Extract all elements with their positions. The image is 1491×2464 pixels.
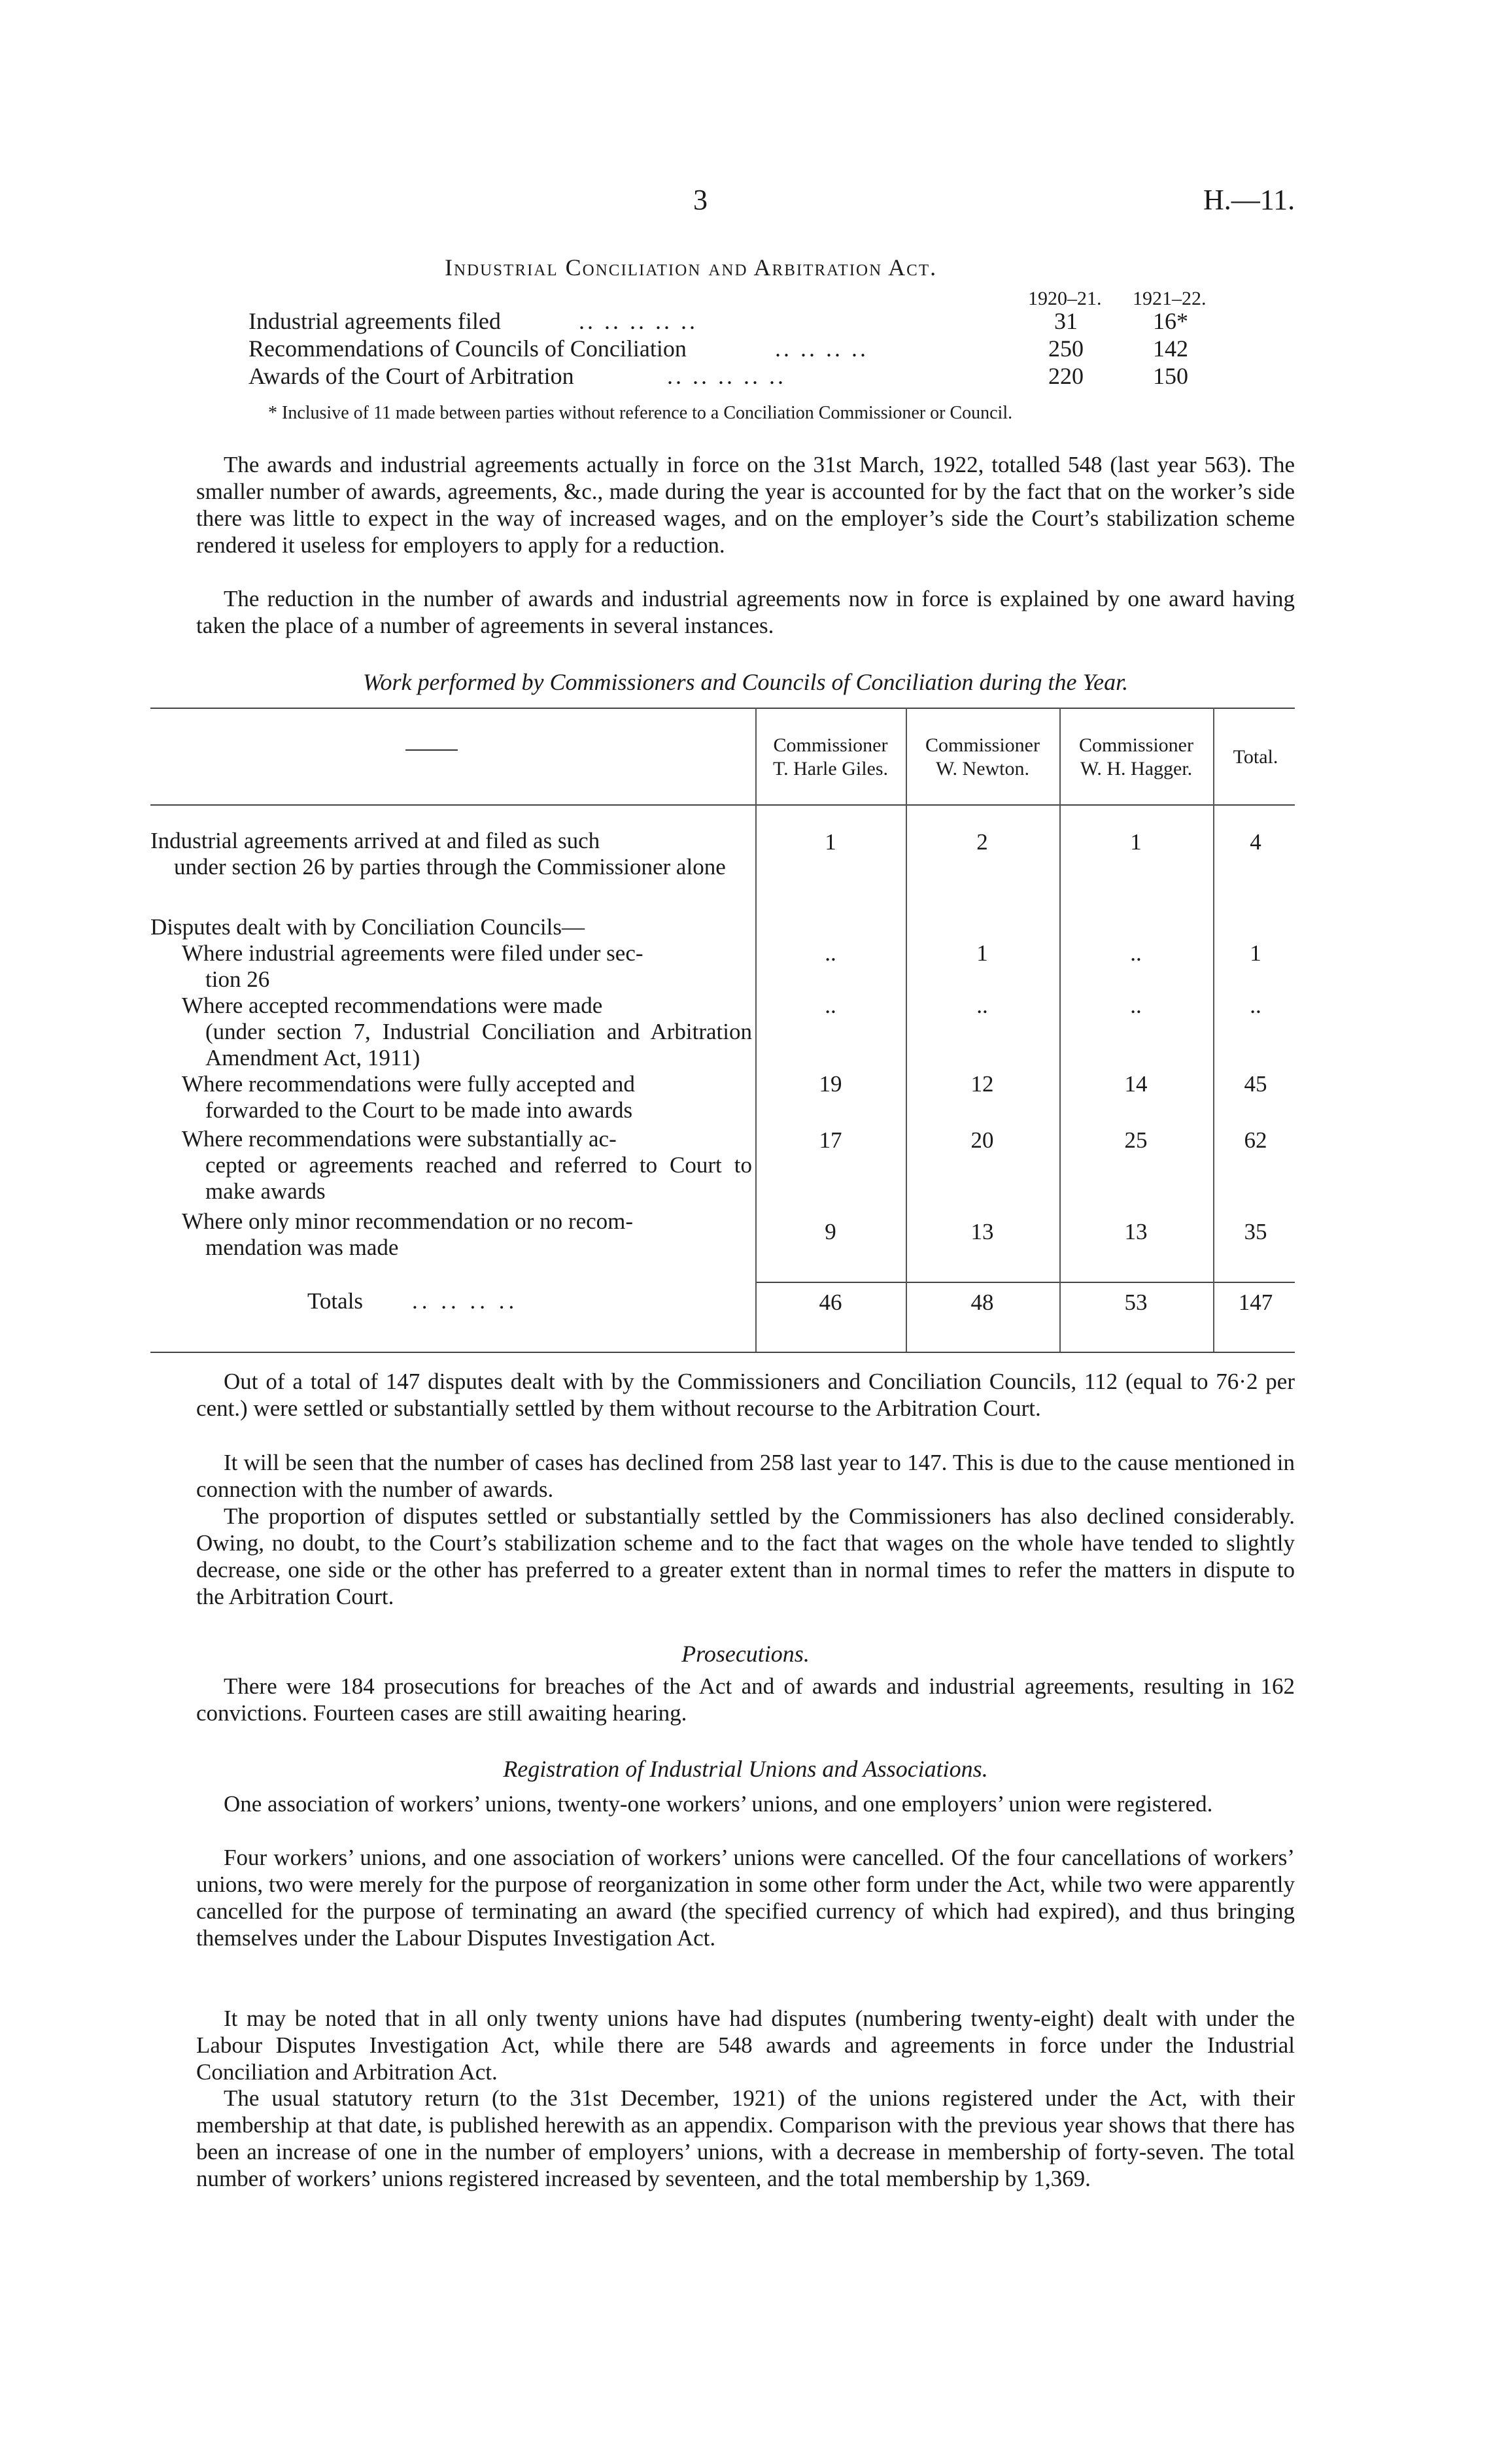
paragraph: It will be seen that the number of cases has declined from 258 last year to 147. This is due to the cause mentioned in connection with the number of awards. [196,1450,1295,1502]
paragraph: There were 184 prosecutions for breaches of the Act and of awards and industrial agreements, resulting in 162 convictions. Fourteen cases are still awaiting hearing. [196,1673,1295,1726]
row-label: Where recommendations were fully accepted and forwarded to the Court to be made into awards [182,1071,635,1123]
row-label: Where accepted recommendations were made (under section 7, Industrial Conciliation and Arbitration Amendment Act, 1911) [182,993,752,1070]
cell-newton: .. [976,993,988,1018]
stats-row [248,307,1229,334]
row-label: Where recommendations were substantially ac- cepted or agreements reached and referred to Court to make awards [182,1126,752,1204]
cell-giles: 1 [825,829,836,855]
header-rule [150,804,1295,806]
totals-label: Totals .. .. .. .. [307,1288,519,1314]
total-hagger: 53 [1124,1290,1148,1315]
stats-row [248,335,1229,361]
cell-total: 1 [1250,940,1261,966]
cell-total: 35 [1244,1219,1267,1244]
table-top-rule [150,708,1295,709]
cell-total: 62 [1244,1127,1267,1153]
cell-giles: .. [825,940,836,966]
paragraph: The reduction in the number of awards and industrial agreements now in force is explained by one award having taken the place of a number of agreements in several instances. [196,586,1295,638]
year-header-1921: 1921–22. [1133,288,1207,309]
cell-hagger: .. [1130,940,1142,966]
column-header-total: Total. [1233,746,1278,768]
cell-newton: 12 [970,1071,994,1097]
year-header-1920: 1920–21. [1028,288,1102,309]
table-caption: Work performed by Commissioners and Councils of Conciliation during the Year. [362,669,1129,695]
cell-giles: 19 [819,1071,842,1097]
row-label: Where only minor recommendation or no recom- mendation was made [182,1208,634,1260]
paragraph: Four workers’ unions, and one association of workers’ unions were cancelled. Of the four cancellations of workers’ unions, two were merely for the purpose of reorganization in some other form under the Act, while two were apparently cancelled for the purpose of terminating an award (the specified currency of which had expired), and thus bringing themselves under the Labour Disputes Investigation Act. [196,1845,1295,1951]
cell-newton: 20 [970,1127,994,1153]
stats-label: Industrial agreements filed [248,308,501,334]
commissioners-table [150,708,1295,1355]
prosecutions-heading: Prosecutions. [681,1641,810,1667]
column-header-newton: Commissioner W. Newton. [925,734,1040,779]
row-label: Where industrial agreements were filed under sec- tion 26 [182,940,643,992]
row-label: Industrial agreements arrived at and filed as such under section 26 by parties through the Commissioner alone [150,828,726,880]
column-header-hagger: Commissioner W. H. Hagger. [1078,734,1193,779]
row-label-section: Disputes dealt with by Conciliation Councils— [150,914,585,940]
total-total: 147 [1238,1290,1273,1315]
paragraph: The proportion of disputes settled or substantially settled by the Commissioners has also declined considerably. Owing, no doubt, to the Court’s stabilization scheme and to the fact that wages on the whole have tended to slightly decrease, one side or the other has preferred to a greater extent than in normal times to refer the matters in dispute to the Arbitration Court. [196,1503,1295,1609]
paragraph: Out of a total of 147 disputes dealt with by the Commissioners and Conciliation Councils, 112 (equal to 76·2 per cent.) were settled or substantially settled by them without recourse to the Arbitration Court. [196,1369,1295,1421]
cell-giles: 17 [819,1127,842,1153]
total-newton: 48 [970,1290,994,1315]
paragraph: It may be noted that in all only twenty unions have had disputes (numbering twenty-eight) dealt with under the Labour Disputes Investigation Act, while there are 548 awards and agreements in force under the Industrial Conciliation and Arbitration Act. [196,2006,1295,2085]
cell-total: 45 [1244,1071,1267,1097]
cell-hagger: .. [1130,993,1142,1018]
paragraph: The usual statutory return (to the 31st December, 1921) of the unions registered under the Act, with their membership at that date, is published herewith as an appendix. Comparison with the previous year shows that there has been an increase of one in the number of employers’ unions, with a decrease in membership of forty-seven. The total number of workers’ unions registered increased by seventeen, and the total membership by 1,369. [196,2085,1295,2191]
table-bottom-rule [150,1352,1295,1353]
stats-value-1921: 150 [1153,363,1188,389]
act-title: Industrial Conciliation and Arbitration Act. [445,254,938,281]
cell-giles: .. [825,993,836,1018]
cell-newton: 2 [976,829,988,855]
cell-giles: 9 [825,1219,836,1244]
paragraph: The awards and industrial agreements actually in force on the 31st March, 1922, totalled 548 (last year 563). The smaller number of awards, agreements, &c., made during the year is accounted for by the fact that on the worker’s side there was little to expect in the way of increased wages, and on the employer’s side the Court’s stabilization scheme rendered it useless for employers to apply for a reduction. [196,452,1295,558]
cell-hagger: 25 [1124,1127,1148,1153]
stats-value-1920: 250 [1048,335,1084,362]
total-giles: 46 [819,1290,842,1315]
leader-dots: .. .. .. .. .. [579,308,698,334]
column-divider [1213,708,1214,1352]
header-dash [405,749,458,751]
cell-total: 4 [1250,829,1261,855]
registration-heading: Registration of Industrial Unions and Associations. [503,1756,988,1782]
column-header-giles: Commissioner T. Harle Giles. [772,734,889,779]
cell-total: .. [1250,993,1261,1018]
cell-newton: 1 [976,940,988,966]
document-code: H.—11. [1203,184,1295,216]
cell-hagger: 13 [1124,1219,1148,1244]
column-divider [906,708,907,1352]
page-number: 3 [693,184,708,216]
column-divider [1059,708,1061,1352]
footnote: * Inclusive of 11 made between parties without reference to a Conciliation Commissioner or Council. [268,403,1013,423]
stats-row [248,362,1229,388]
leader-dots: .. .. .. .. [775,335,868,362]
stats-label: Awards of the Court of Arbitration [248,363,574,389]
cell-hagger: 1 [1130,829,1142,855]
cell-hagger: 14 [1124,1071,1148,1097]
leader-dots: .. .. .. .. .. [667,363,786,389]
stats-value-1921: 142 [1153,335,1188,362]
paragraph: One association of workers’ unions, twenty-one workers’ unions, and one employers’ union were registered. [224,1791,1213,1817]
column-divider [755,708,757,1352]
stats-label: Recommendations of Councils of Conciliation [248,335,687,362]
cell-newton: 13 [970,1219,994,1244]
stats-value-1920: 220 [1048,363,1084,389]
stats-value-1921: 16* [1153,308,1188,334]
stats-value-1920: 31 [1054,308,1078,334]
